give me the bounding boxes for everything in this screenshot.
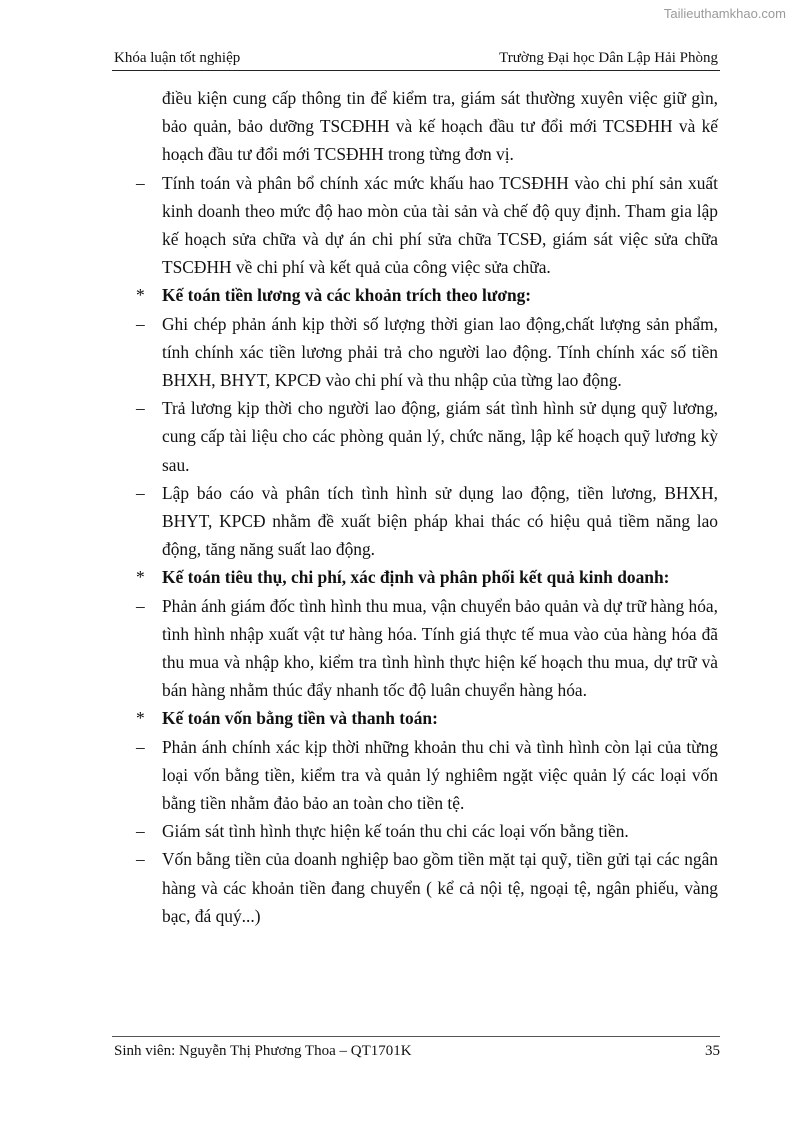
section-heading bbox=[112, 704, 720, 732]
asterisk-bullet: * bbox=[136, 285, 145, 306]
list-item-text: Trả lương kịp thời cho người lao động, giám sát tình hình sử dụng quỹ lương, cung cấp tài liệu cho các phòng quản lý, chức năng, lập kế hoạch quỹ lương kỳ sau. bbox=[162, 398, 718, 475]
list-item bbox=[112, 845, 720, 930]
section-heading-text: Kế toán vốn bằng tiền và thanh toán: bbox=[162, 708, 438, 729]
section-heading bbox=[112, 563, 720, 591]
dash-bullet: – bbox=[136, 313, 145, 334]
list-item-text: Phản ánh chính xác kịp thời những khoản thu chi và tình hình còn lại của từng loại vốn bằng tiền, kiểm tra và quản lý nghiêm ngặt việc quản lý các loại vốn bằng tiền nhằm đảo bảo an toàn cho tiền tệ. bbox=[162, 736, 718, 814]
section-heading bbox=[112, 281, 720, 309]
list-item-text: Lập báo cáo và phân tích tình hình sử dụng lao động, tiền lương, BHXH, BHYT, KPCĐ nhằm đề xuất biện pháp khai thác có hiệu quả tiềm năng lao động, tăng năng suất lao động. bbox=[162, 482, 718, 560]
list-item bbox=[112, 817, 720, 845]
dash-bullet: – bbox=[136, 172, 145, 193]
dash-bullet: – bbox=[136, 736, 145, 757]
section-heading-text: Kế toán tiêu thụ, chi phí, xác định và phân phối kết quả kinh doanh: bbox=[162, 567, 670, 588]
list-item bbox=[112, 592, 720, 705]
header-right-title: Trường Đại học Dân Lập Hải Phòng bbox=[499, 50, 718, 66]
paragraph-text: điều kiện cung cấp thông tin để kiểm tra, giám sát thường xuyên việc giữ gìn, bảo quản, bảo dưỡng TSCĐHH và kế hoạch đầu tư đổi mới TCSĐHH và kế hoạch đầu tư đổi mới TCSĐHH trong từng đơn vị. bbox=[162, 88, 718, 165]
continuation-paragraph bbox=[112, 84, 720, 169]
list-item-text: Tính toán và phân bổ chính xác mức khấu hao TCSĐHH vào chi phí sản xuất kinh doanh theo mức độ hao mòn của tài sản và chế độ quy định. Tham gia lập kế hoạch sửa chữa và dự án chi phí sửa chữa TCSĐ, giám sát việc sửa chữa TSCĐHH về chi phí và kết quả của công việc sửa chữa. bbox=[162, 172, 718, 278]
asterisk-bullet: * bbox=[136, 708, 145, 729]
dash-bullet: – bbox=[136, 398, 145, 419]
dash-bullet: – bbox=[136, 482, 145, 503]
dash-bullet: – bbox=[136, 849, 145, 870]
watermark: Tailieuthamkhao.com bbox=[663, 6, 786, 21]
list-item-text: Phản ánh giám đốc tình hình thu mua, vận chuyển bảo quản và dự trữ hàng hóa, tình hình nhập xuất vật tư hàng hóa. Tính giá thực tế mua vào của hàng hóa đã thu mua và nhập kho, kiểm tra tình hình thực hiện kế hoạch thu mua, dự trữ và bán hàng nhằm thúc đẩy nhanh tốc độ luân chuyển hàng hóa. bbox=[162, 595, 718, 701]
page-header bbox=[112, 48, 720, 71]
list-item-text: Vốn bằng tiền của doanh nghiệp bao gồm tiền mặt tại quỹ, tiền gửi tại các ngân hàng và các khoản tiền đang chuyển ( kể cả nội tệ, ngoại tệ, ngân phiếu, vàng bạc, đá quý...) bbox=[162, 849, 718, 926]
page-footer bbox=[112, 1036, 720, 1059]
list-item bbox=[112, 394, 720, 479]
section-heading-text: Kế toán tiền lương và các khoản trích theo lương: bbox=[162, 285, 532, 306]
page-number: 35 bbox=[705, 1043, 720, 1059]
list-item-text: Giám sát tình hình thực hiện kế toán thu chi các loại vốn bằng tiền. bbox=[162, 821, 629, 842]
header-left-title: Khóa luận tốt nghiệp bbox=[114, 50, 241, 66]
dash-bullet: – bbox=[136, 821, 145, 842]
asterisk-bullet: * bbox=[136, 567, 145, 588]
dash-bullet: – bbox=[136, 595, 145, 616]
page-body bbox=[112, 84, 720, 930]
list-item bbox=[112, 310, 720, 395]
list-item bbox=[112, 169, 720, 282]
footer-student-info: Sinh viên: Nguyễn Thị Phương Thoa – QT1701K bbox=[114, 1043, 412, 1059]
list-item bbox=[112, 733, 720, 818]
list-item bbox=[112, 479, 720, 564]
list-item-text: Ghi chép phản ánh kịp thời số lượng thời gian lao động,chất lượng sản phẩm, tính chính xác tiền lương phải trả cho người lao động. Tính chính xác số tiền BHXH, BHYT, KPCĐ vào chi phí và thu nhập của từng lao động. bbox=[162, 313, 718, 391]
